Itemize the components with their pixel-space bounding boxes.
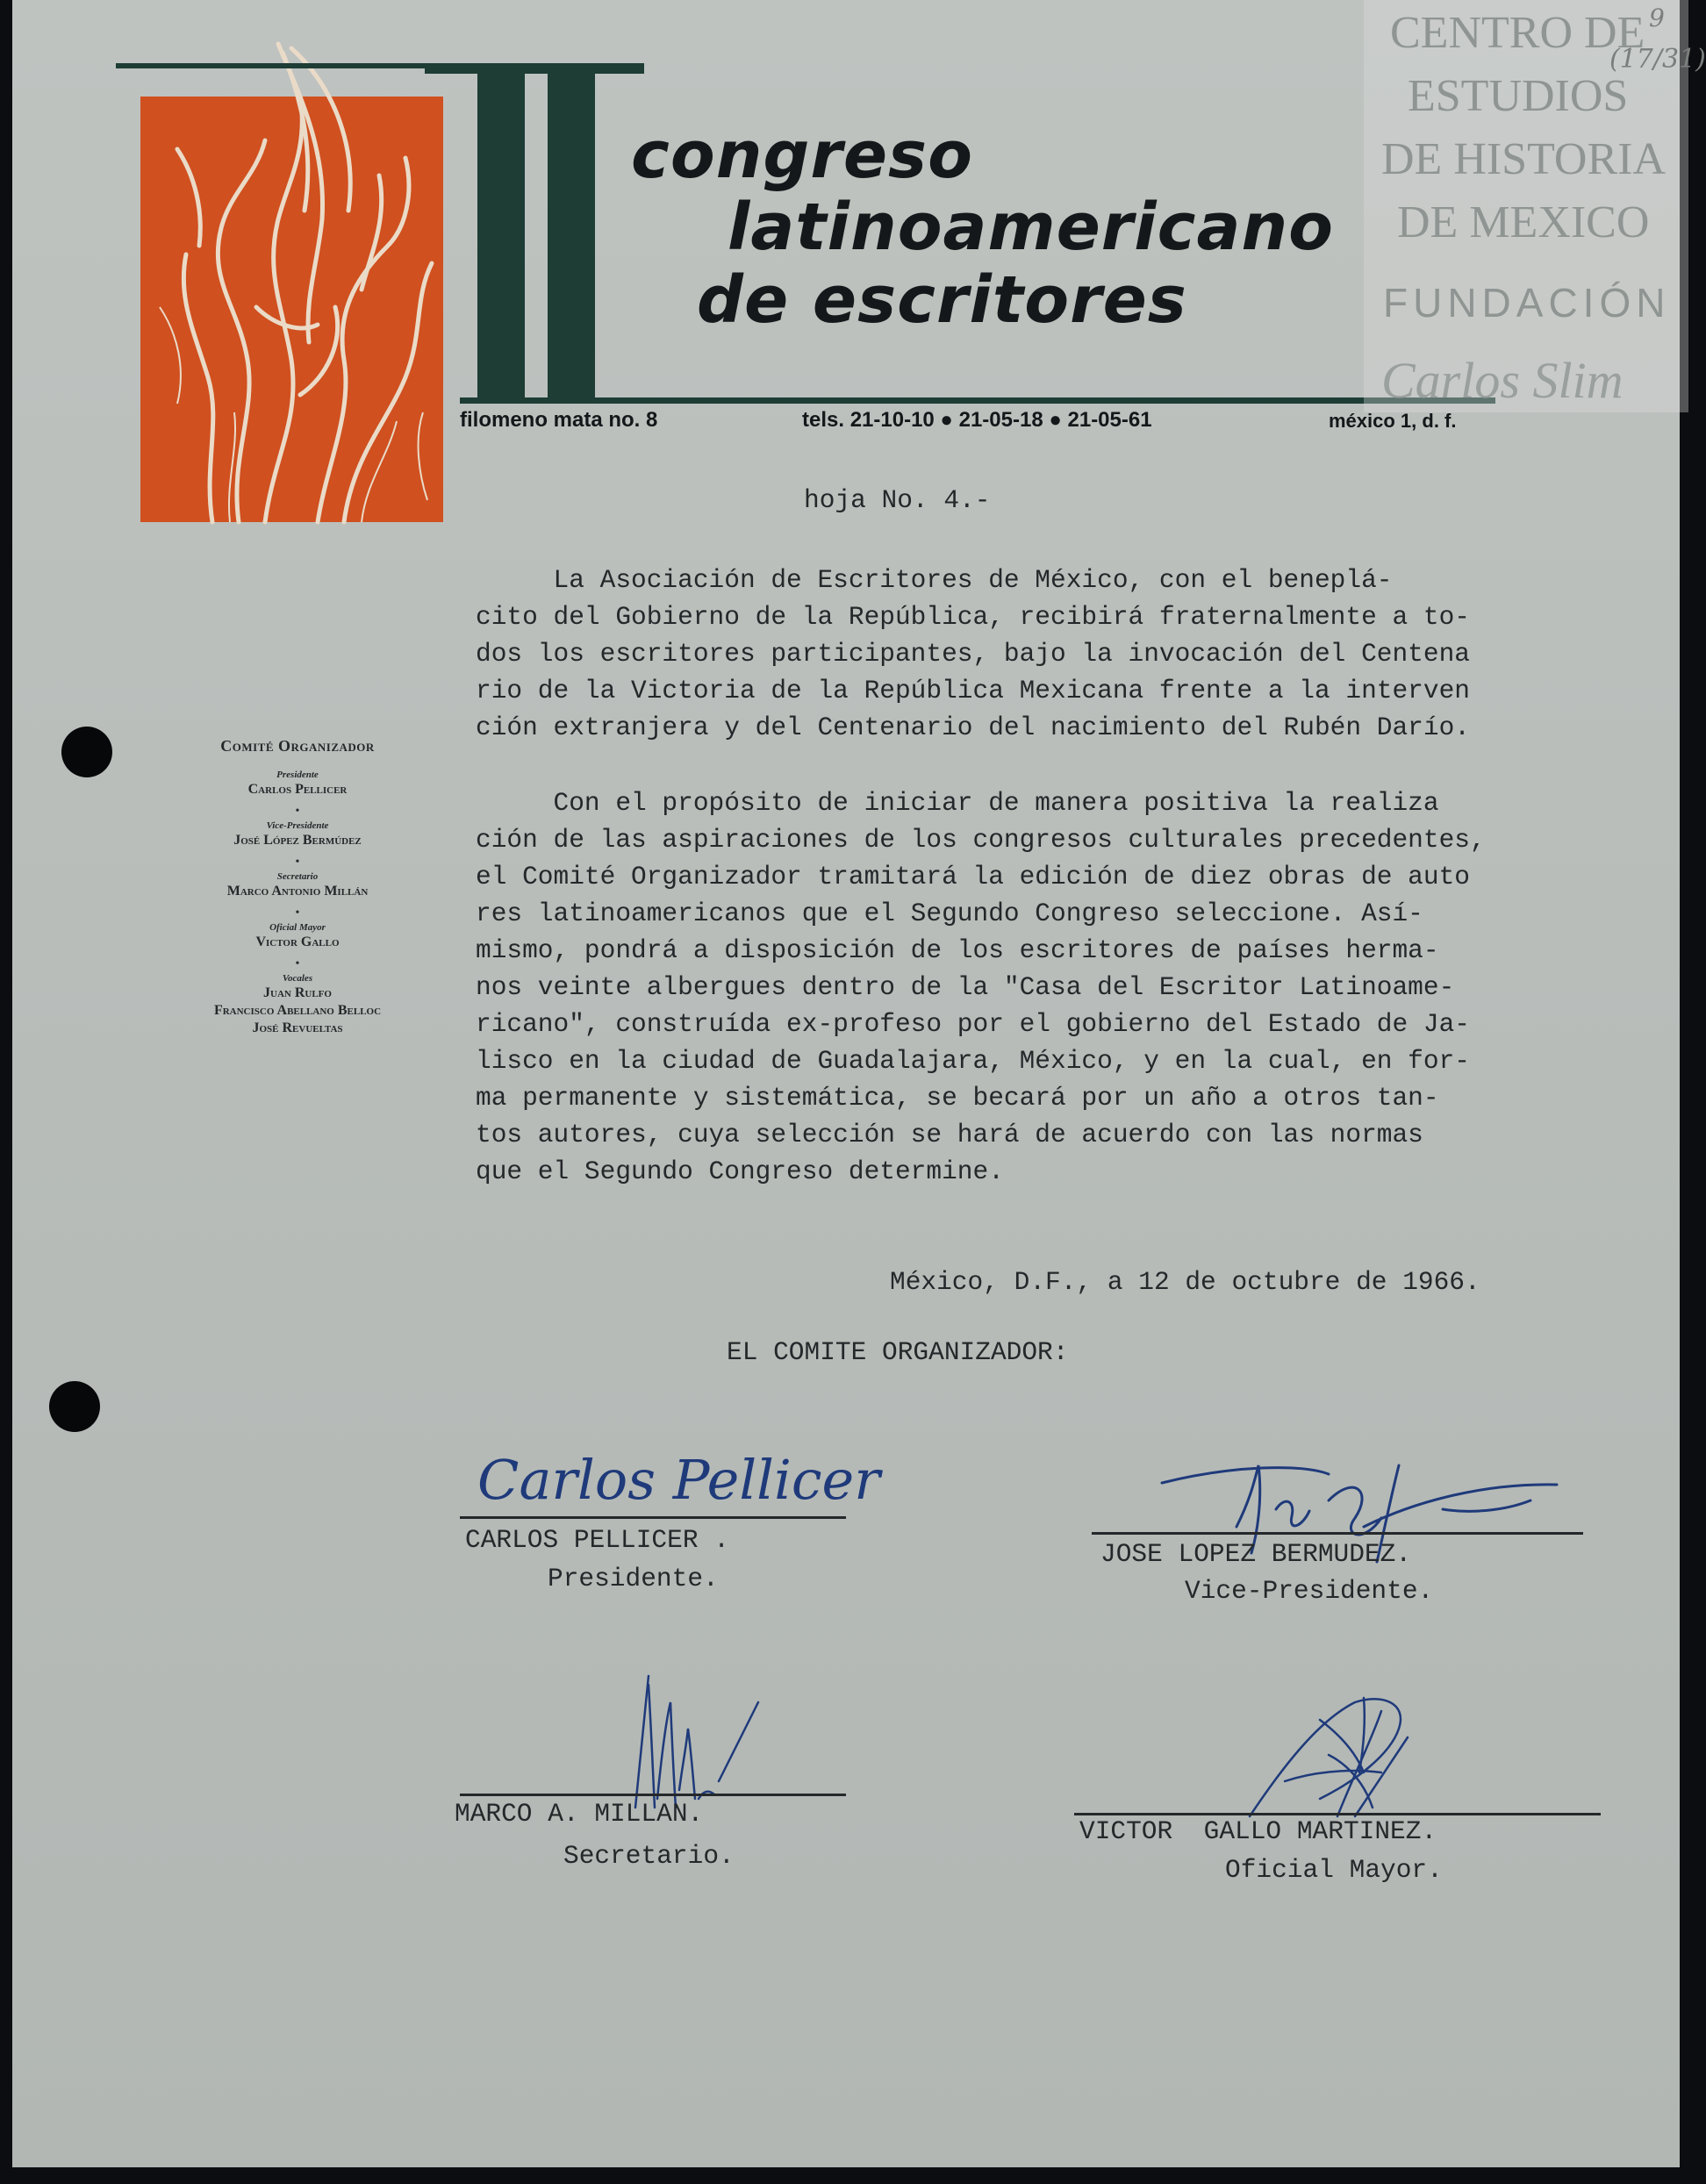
body-line: que el Segundo Congreso determine. bbox=[476, 1156, 1004, 1186]
punch-hole-bottom bbox=[49, 1381, 100, 1432]
signature-pellicer: Carlos Pellicer bbox=[477, 1448, 880, 1512]
letterhead-top-rule bbox=[116, 63, 467, 68]
body-line: cito del Gobierno de la República, recibirá fraternalmente a to- bbox=[476, 602, 1470, 632]
signer-name: MARCO A. MILLAN. bbox=[455, 1799, 704, 1829]
signature-line bbox=[460, 1516, 846, 1519]
committee-role: Vice-Presidente bbox=[266, 820, 329, 831]
committee-role: Secretario bbox=[276, 871, 319, 882]
stamp-line-1: CENTRO DE bbox=[1390, 8, 1645, 58]
congress-title-line3: de escritores bbox=[697, 262, 1187, 338]
committee-name: José López Bermúdez bbox=[233, 833, 362, 848]
punch-hole-top bbox=[61, 727, 112, 777]
committee-heading: Comité Organizador bbox=[220, 737, 375, 755]
stamp-line-4: DE MEXICO bbox=[1397, 197, 1650, 247]
committee-role: Presidente bbox=[276, 770, 319, 780]
committee-list bbox=[153, 737, 442, 1036]
body-line: ción extranjera y del Centenario del nacimiento del Rubén Darío. bbox=[476, 712, 1470, 742]
signer-title: Presidente. bbox=[548, 1564, 719, 1593]
stamp-line-2: ESTUDIOS bbox=[1408, 71, 1629, 121]
signer-title: Oficial Mayor. bbox=[1225, 1855, 1443, 1885]
body-line: nos veinte albergues dentro de la "Casa del Escritor Latinoame- bbox=[476, 972, 1455, 1002]
body-line: La Asociación de Escritores de México, con el beneplá- bbox=[476, 565, 1393, 595]
signature-line bbox=[460, 1794, 846, 1796]
separator-dot: • bbox=[295, 856, 300, 869]
archive-stamp bbox=[1364, 0, 1706, 412]
body-line: lisco en la ciudad de Guadalajara, México, y en la cual, en for- bbox=[476, 1046, 1470, 1076]
signature-gallo bbox=[1232, 1685, 1460, 1825]
body-line: el Comité Organizador tramitará la edición de diez obras de auto bbox=[476, 862, 1470, 892]
body-line: dos los escritores participantes, bajo la invocación del Centena bbox=[476, 639, 1470, 669]
body-line: res latinoamericanos que el Segundo Congreso seleccione. Así- bbox=[476, 899, 1423, 928]
committee-role: Vocales bbox=[282, 973, 313, 984]
handwritten-sup: 9 bbox=[1649, 4, 1665, 32]
committee-name: Carlos Pellicer bbox=[247, 782, 348, 797]
body-line: rio de la Victoria de la República Mexicana frente a la interven bbox=[476, 676, 1470, 705]
signer-name: CARLOS PELLICER . bbox=[465, 1525, 729, 1555]
handwritten-ref: (17/31) bbox=[1609, 44, 1706, 75]
committee-vocal: Francisco Abellano Belloc bbox=[213, 1003, 382, 1018]
body-line: mismo, pondrá a disposición de los escritores de países herma- bbox=[476, 935, 1439, 965]
congress-title-line2: latinoamericano bbox=[728, 190, 1334, 265]
signer-name: JOSE LOPEZ BERMUDEZ. bbox=[1100, 1539, 1412, 1569]
committee-name: Marco Antonio Millán bbox=[226, 884, 369, 899]
committee-role: Oficial Mayor bbox=[269, 922, 326, 933]
body-line: ción de las aspiraciones de los congresos culturales precedentes, bbox=[476, 825, 1486, 855]
stamp-signature: Carlos Slim bbox=[1381, 352, 1624, 409]
signer-title: Vice-Presidente. bbox=[1185, 1576, 1434, 1606]
separator-dot: • bbox=[295, 906, 300, 920]
committee-vocal: José Revueltas bbox=[252, 1020, 343, 1035]
congress-logo-icon bbox=[125, 44, 458, 522]
congress-title-line1: congreso bbox=[631, 118, 973, 193]
stamp-line-3: DE HISTORIA bbox=[1381, 134, 1667, 184]
letterhead-address: filomeno mata no. 8 bbox=[460, 408, 658, 432]
signature-line bbox=[1074, 1813, 1601, 1815]
body-line: ricano", construída ex-profeso por el gobierno del Estado de Ja- bbox=[476, 1009, 1470, 1039]
letterhead-city: méxico 1, d. f. bbox=[1329, 410, 1457, 432]
body-line: ma permanente y sistemática, se becará por un año a otros tan- bbox=[476, 1083, 1439, 1113]
body-line: Con el propósito de iniciar de manera positiva la realiza bbox=[476, 788, 1439, 818]
body-line: tos autores, cuya selección se hará de acuerdo con las normas bbox=[476, 1120, 1423, 1149]
signer-title: Secretario. bbox=[563, 1841, 735, 1871]
stamp-fundacion: FUNDACIÓN bbox=[1383, 280, 1671, 326]
signer-name: VICTOR GALLO MARTINEZ. bbox=[1079, 1816, 1437, 1846]
letter-page bbox=[12, 0, 1706, 2167]
signature-line bbox=[1092, 1532, 1583, 1535]
letterhead-phones: tels. 21-10-10 ● 21-05-18 ● 21-05-61 bbox=[802, 408, 1152, 432]
committee-vocal: Juan Rulfo bbox=[263, 985, 332, 1000]
closing: EL COMITE ORGANIZADOR: bbox=[727, 1337, 1069, 1367]
roman-numeral-ii bbox=[460, 63, 609, 400]
separator-dot: • bbox=[295, 805, 300, 818]
committee-name: Victor Gallo bbox=[255, 934, 340, 949]
page-label: hoja No. 4.- bbox=[804, 485, 991, 515]
separator-dot: • bbox=[295, 957, 300, 970]
letter-date: México, D.F., a 12 de octubre de 1966. bbox=[890, 1267, 1480, 1297]
letterhead-bottom-rule bbox=[460, 397, 1495, 404]
